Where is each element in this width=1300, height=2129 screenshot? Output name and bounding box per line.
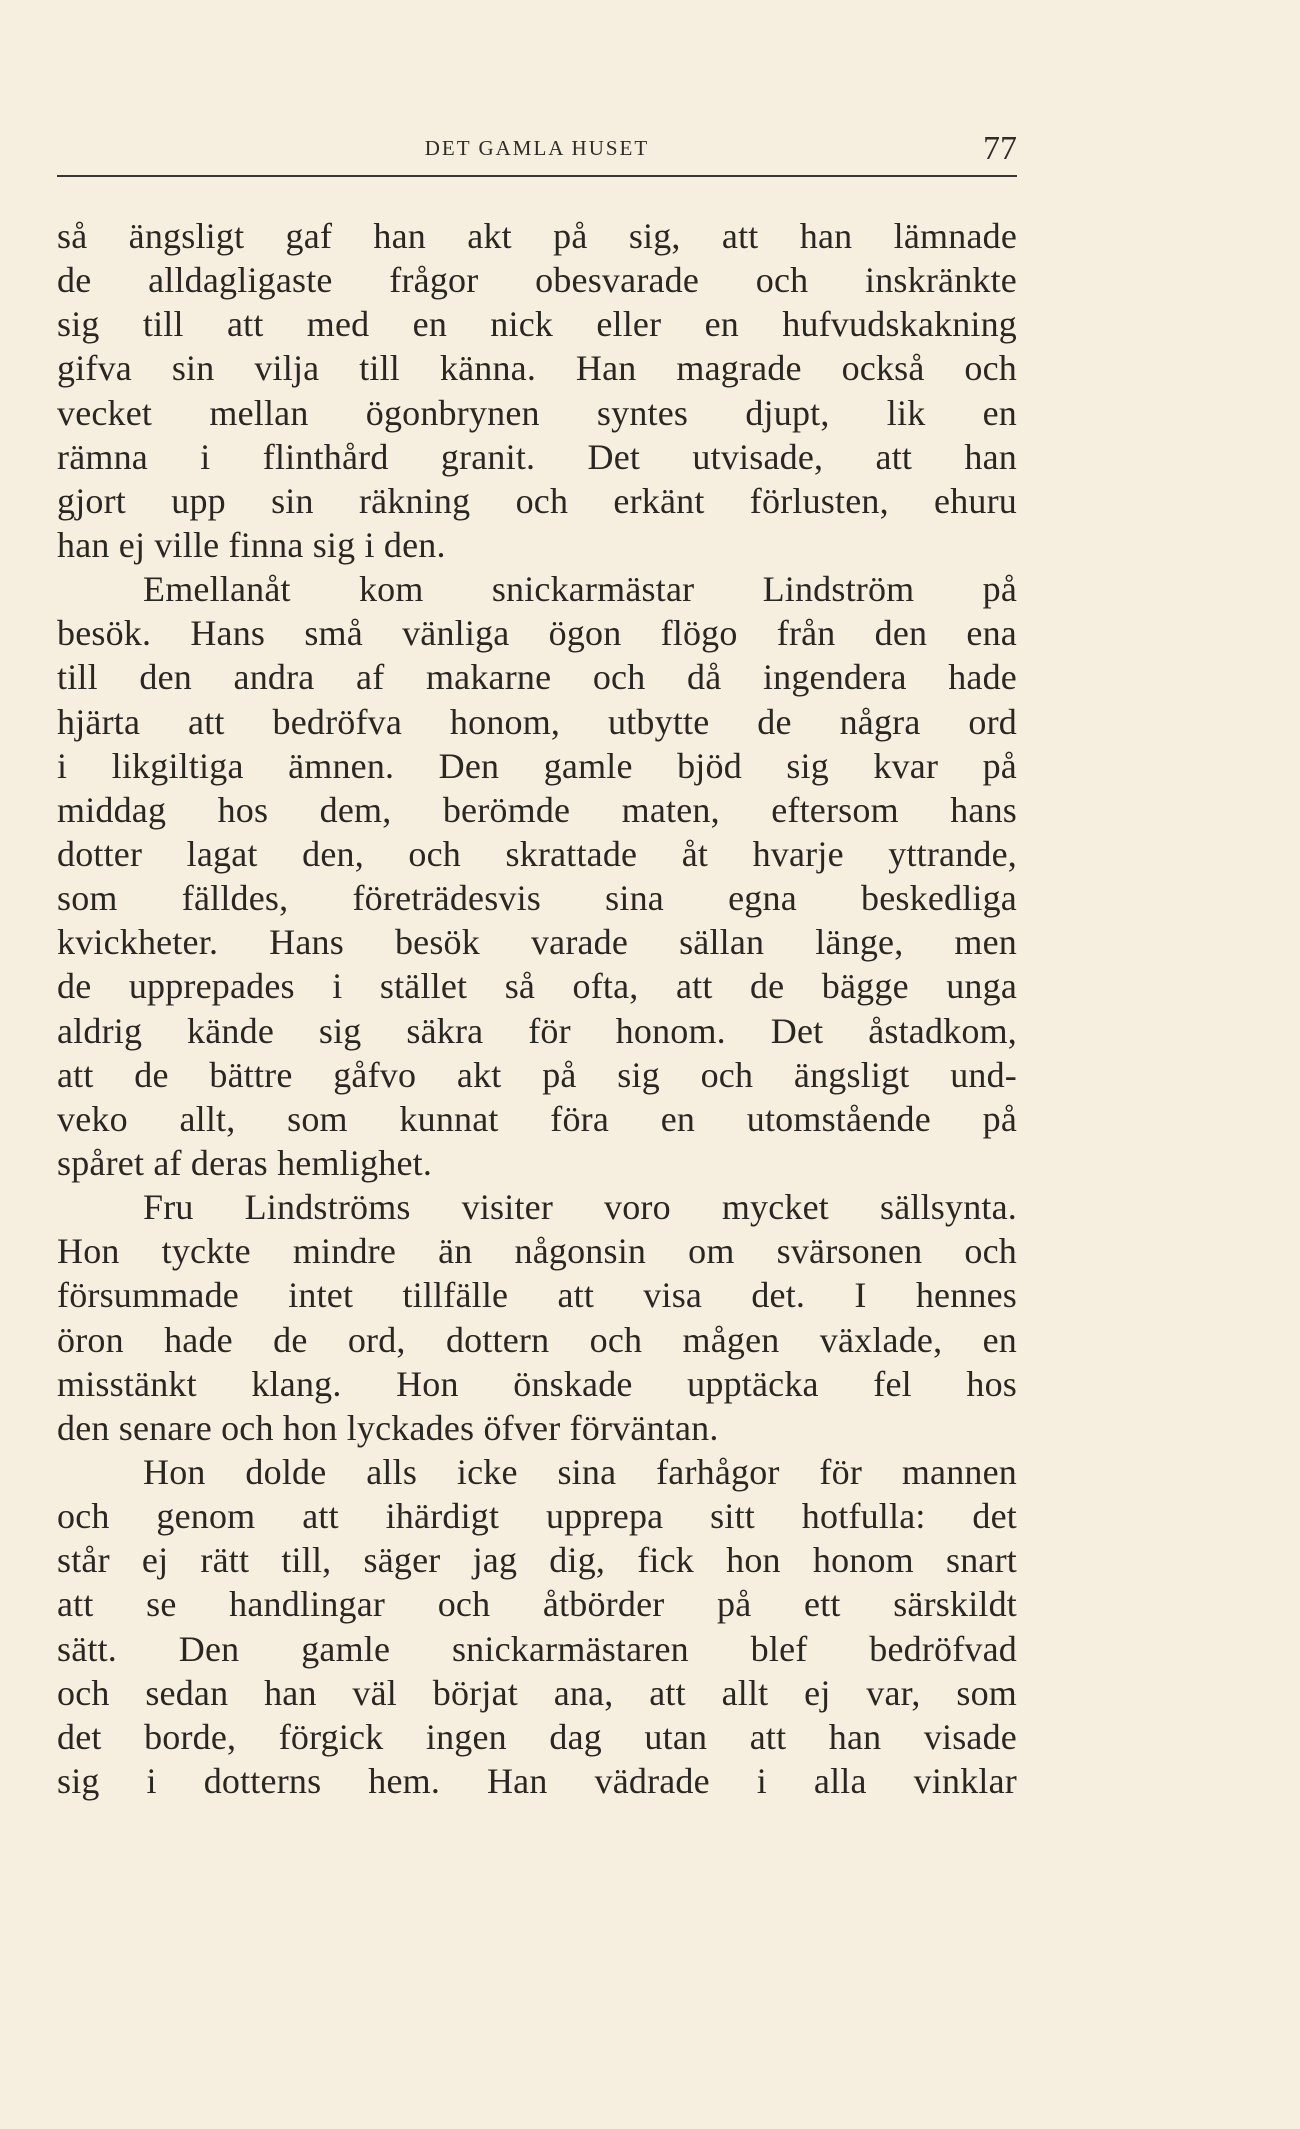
text-line: försummade intet tillfälle att visa det. I hennes — [57, 1275, 1017, 1316]
text-line: han ej ville finna sig i den. — [57, 524, 446, 565]
text-line: till den andra af makarne och då ingendera hade — [57, 657, 1017, 698]
text-line: vecket mellan ögonbrynen syntes djupt, lik en — [57, 392, 1017, 433]
text-line: besök. Hans små vänliga ögon flögo från den ena — [57, 613, 1017, 654]
text-line: som fälldes, företrädesvis sina egna beskedliga — [57, 878, 1017, 919]
text-line: står ej rätt till, säger jag dig, fick hon honom snart — [57, 1540, 1017, 1581]
text-line: och genom att ihärdigt upprepa sitt hotfulla: det — [57, 1496, 1017, 1537]
text-line: misstänkt klang. Hon önskade upptäcka fel hos — [57, 1363, 1017, 1404]
text-line: sätt. Den gamle snickarmästaren blef bedröfvad — [57, 1628, 1017, 1669]
text-line: så ängsligt gaf han akt på sig, att han lämnade — [57, 216, 1017, 256]
running-title: DET GAMLA HUSET — [424, 136, 650, 160]
text-line: och sedan han väl börjat ana, att allt ej var, som — [57, 1672, 1017, 1713]
text-line: gifva sin vilja till känna. Han magrade också och — [57, 348, 1017, 389]
text-line: Emellanåt kom snickarmästar Lindström på — [143, 569, 1017, 610]
text-line: att se handlingar och åtbörder på ett särskildt — [57, 1584, 1017, 1625]
text-line: Hon dolde alls icke sina farhågor för mannen — [143, 1451, 1017, 1492]
text-line: sig i dotterns hem. Han vädrade i alla vinklar — [57, 1760, 1017, 1801]
page-number: 77 — [983, 130, 1017, 167]
text-line: hjärta att bedröfva honom, utbytte de några ord — [57, 701, 1017, 742]
running-head — [57, 130, 1017, 174]
text-line: spåret af deras hemlighet. — [57, 1142, 433, 1183]
text-line: gjort upp sin räkning och erkänt förlusten, ehuru — [57, 480, 1017, 521]
text-line: att de bättre gåfvo akt på sig och ängsligt und- — [57, 1054, 1017, 1095]
text-line: aldrig kände sig säkra för honom. Det åstadkom, — [57, 1010, 1017, 1051]
header-rule — [57, 175, 1017, 177]
text-line: de alldagligaste frågor obesvarade och inskränkte — [57, 260, 1017, 301]
text-line: i likgiltiga ämnen. Den gamle bjöd sig kvar på — [57, 745, 1017, 786]
text-line: rämna i flinthård granit. Det utvisade, att han — [57, 436, 1017, 477]
text-line: veko allt, som kunnat föra en utomstående på — [57, 1098, 1017, 1139]
text-line: Hon tyckte mindre än någonsin om svärsonen och — [57, 1231, 1017, 1272]
text-line: middag hos dem, berömde maten, eftersom hans — [57, 789, 1017, 830]
text-line: sig till att med en nick eller en hufvudskakning — [57, 304, 1017, 345]
body-text — [57, 214, 1017, 1803]
text-line: den senare och hon lyckades öfver förväntan. — [57, 1407, 719, 1448]
text-line: Fru Lindströms visiter voro mycket sällsynta. — [143, 1187, 1017, 1228]
text-line: det borde, förgick ingen dag utan att han visade — [57, 1716, 1017, 1757]
text-line: de upprepades i stället så ofta, att de bägge unga — [57, 966, 1017, 1007]
text-line: öron hade de ord, dottern och mågen växlade, en — [57, 1319, 1017, 1360]
text-line: dotter lagat den, och skrattade åt hvarje yttrande, — [57, 833, 1017, 874]
text-line: kvickheter. Hans besök varade sällan länge, men — [57, 922, 1017, 963]
